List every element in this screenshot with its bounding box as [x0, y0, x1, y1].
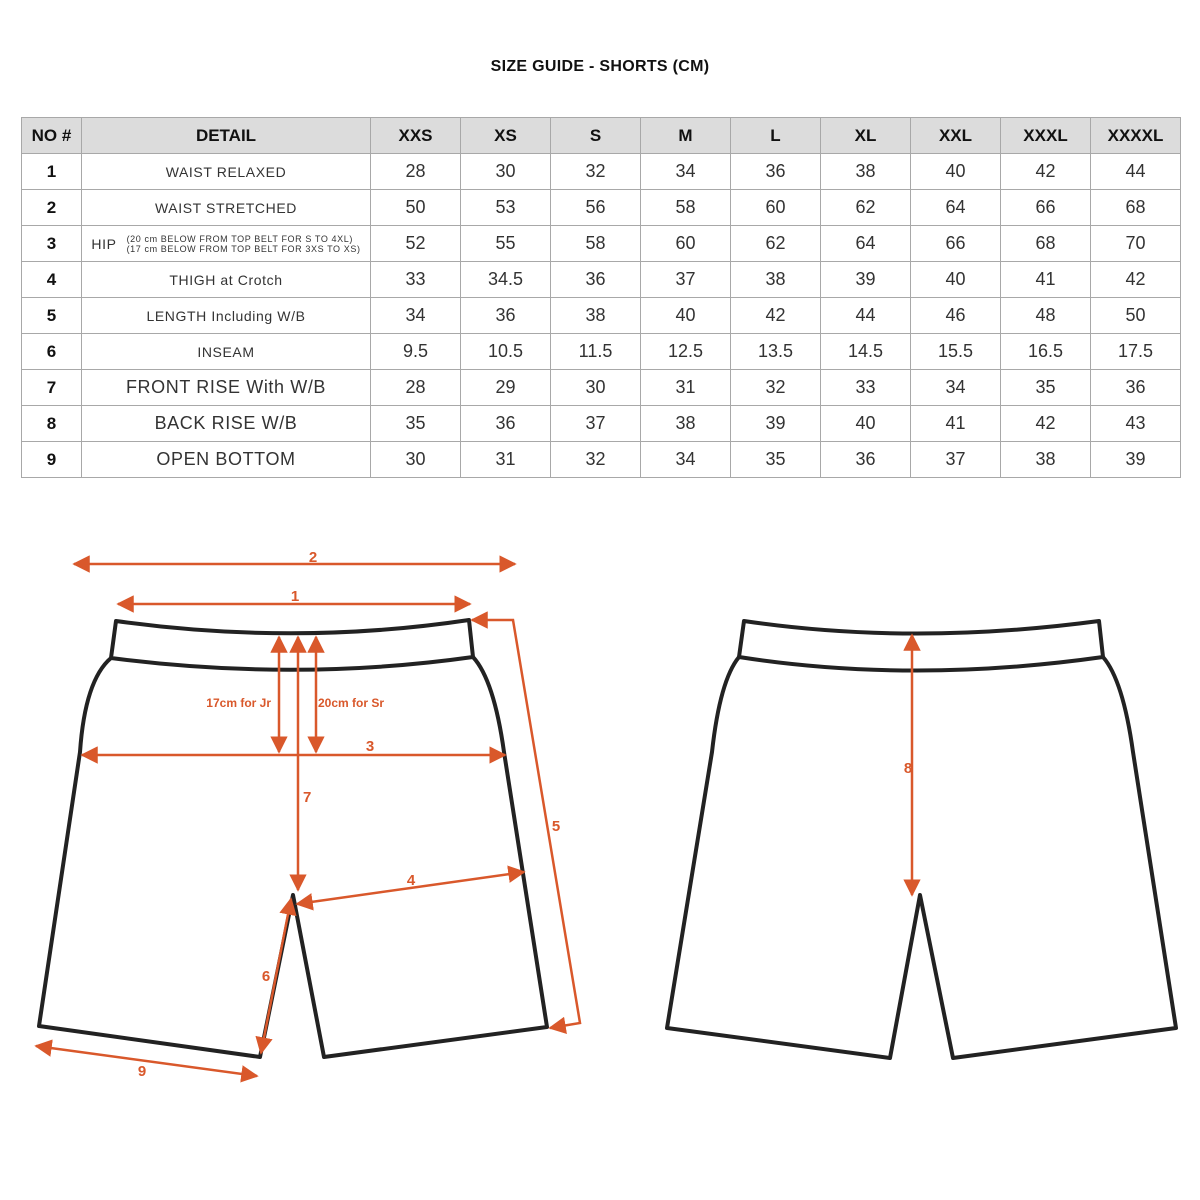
cell-value: 66: [1001, 190, 1091, 226]
cell-value: 38: [1001, 442, 1091, 478]
cell-value: 39: [731, 406, 821, 442]
cell-value: 34: [911, 370, 1001, 406]
label-9: 9: [137, 1063, 147, 1080]
label-2: 2: [308, 549, 318, 566]
cell-value: 33: [371, 262, 461, 298]
cell-value: 15.5: [911, 334, 1001, 370]
front-waistband: [111, 620, 473, 670]
hip-label: HIP: [91, 235, 117, 252]
row-number: 4: [22, 262, 82, 298]
cell-value: 16.5: [1001, 334, 1091, 370]
cell-value: 35: [1001, 370, 1091, 406]
cell-value: 14.5: [821, 334, 911, 370]
cell-value: 60: [731, 190, 821, 226]
cell-value: 41: [911, 406, 1001, 442]
header-no: NO #: [22, 118, 82, 154]
cell-value: 56: [551, 190, 641, 226]
label-4: 4: [406, 872, 416, 889]
cell-value: 53: [461, 190, 551, 226]
cell-value: 42: [1001, 154, 1091, 190]
hip-note-junior: (17 cm BELOW FROM TOP BELT FOR 3XS TO XS): [126, 243, 361, 254]
cell-value: 35: [371, 406, 461, 442]
cell-value: 35: [731, 442, 821, 478]
cell-value: 55: [461, 226, 551, 262]
cell-value: 38: [641, 406, 731, 442]
cell-value: 70: [1091, 226, 1181, 262]
cell-value: 48: [1001, 298, 1091, 334]
cell-value: 12.5: [641, 334, 731, 370]
row-detail: THIGH at Crotch: [82, 262, 371, 298]
row-detail: LENGTH Including W/B: [82, 298, 371, 334]
header-size: XS: [461, 118, 551, 154]
cell-value: 62: [731, 226, 821, 262]
label-1: 1: [290, 588, 300, 605]
cell-value: 28: [371, 154, 461, 190]
cell-value: 42: [731, 298, 821, 334]
cell-value: 46: [911, 298, 1001, 334]
cell-value: 34: [371, 298, 461, 334]
label-7: 7: [303, 789, 312, 806]
back-shorts: [667, 621, 1176, 1058]
cell-value: 58: [551, 226, 641, 262]
header-size: S: [551, 118, 641, 154]
cell-value: 43: [1091, 406, 1181, 442]
cell-value: 44: [821, 298, 911, 334]
cell-value: 42: [1091, 262, 1181, 298]
page-title: SIZE GUIDE - SHORTS (CM): [490, 58, 710, 75]
cell-value: 29: [461, 370, 551, 406]
header-detail: DETAIL: [82, 118, 371, 154]
row-detail: FRONT RISE With W/B: [82, 370, 371, 406]
cell-value: 66: [911, 226, 1001, 262]
cell-value: 62: [821, 190, 911, 226]
cell-value: 31: [641, 370, 731, 406]
cell-value: 34.5: [461, 262, 551, 298]
cell-value: 41: [1001, 262, 1091, 298]
cell-value: 36: [461, 406, 551, 442]
cell-value: 40: [641, 298, 731, 334]
cell-value: 10.5: [461, 334, 551, 370]
cell-value: 50: [371, 190, 461, 226]
cell-value: 64: [911, 190, 1001, 226]
cell-value: 28: [371, 370, 461, 406]
header-size: XXXL: [1001, 118, 1091, 154]
row-number: 9: [22, 442, 82, 478]
cell-value: 36: [461, 298, 551, 334]
row-detail: WAIST RELAXED: [82, 154, 371, 190]
cell-value: 42: [1001, 406, 1091, 442]
header-size: XL: [821, 118, 911, 154]
cell-value: 30: [551, 370, 641, 406]
header-size: L: [731, 118, 821, 154]
cell-value: 40: [821, 406, 911, 442]
cell-value: 11.5: [551, 334, 641, 370]
cell-value: 36: [551, 262, 641, 298]
row-detail: BACK RISE W/B: [82, 406, 371, 442]
row-detail: WAIST STRETCHED: [82, 190, 371, 226]
cell-value: 36: [731, 154, 821, 190]
cell-value: 32: [551, 442, 641, 478]
cell-value: 13.5: [731, 334, 821, 370]
row-detail: INSEAM: [82, 334, 371, 370]
row-number: 7: [22, 370, 82, 406]
header-size: XXXXL: [1091, 118, 1181, 154]
cell-value: 32: [551, 154, 641, 190]
cell-value: 64: [821, 226, 911, 262]
cell-value: 37: [641, 262, 731, 298]
hip-note-senior: (20 cm BELOW FROM TOP BELT FOR S TO 4XL): [126, 233, 353, 244]
cell-value: 39: [821, 262, 911, 298]
cell-value: 36: [821, 442, 911, 478]
cell-value: 31: [461, 442, 551, 478]
header-size: M: [641, 118, 731, 154]
header-size: XXL: [911, 118, 1001, 154]
cell-value: 36: [1091, 370, 1181, 406]
cell-value: 40: [911, 154, 1001, 190]
front-body-outline: [39, 657, 547, 1057]
label-5: 5: [551, 818, 561, 835]
cell-value: 39: [1091, 442, 1181, 478]
cell-value: 37: [551, 406, 641, 442]
back-waistband: [739, 621, 1103, 671]
cell-value: 30: [461, 154, 551, 190]
cell-value: 38: [731, 262, 821, 298]
cell-value: 44: [1091, 154, 1181, 190]
cell-value: 68: [1001, 226, 1091, 262]
header-size: XXS: [371, 118, 461, 154]
cell-value: 40: [911, 262, 1001, 298]
cell-value: 9.5: [371, 334, 461, 370]
label-3: 3: [365, 738, 375, 755]
cell-value: 52: [371, 226, 461, 262]
cell-value: 60: [641, 226, 731, 262]
note-jr: 17cm for Jr: [206, 696, 271, 710]
row-number: 8: [22, 406, 82, 442]
row-number: 5: [22, 298, 82, 334]
cell-value: 30: [371, 442, 461, 478]
cell-value: 34: [641, 154, 731, 190]
cell-value: 34: [641, 442, 731, 478]
cell-value: 38: [821, 154, 911, 190]
note-sr: 20cm for Sr: [318, 696, 385, 710]
row-number: 2: [22, 190, 82, 226]
cell-value: 33: [821, 370, 911, 406]
cell-value: 58: [641, 190, 731, 226]
row-number: 6: [22, 334, 82, 370]
cell-value: 32: [731, 370, 821, 406]
label-6: 6: [261, 968, 271, 985]
cell-value: 68: [1091, 190, 1181, 226]
front-shorts: [39, 620, 547, 1057]
cell-value: 37: [911, 442, 1001, 478]
row-detail: OPEN BOTTOM: [82, 442, 371, 478]
back-body-outline: [667, 657, 1176, 1058]
row-number: 3: [22, 226, 82, 262]
cell-value: 38: [551, 298, 641, 334]
cell-value: 50: [1091, 298, 1181, 334]
row-number: 1: [22, 154, 82, 190]
label-8: 8: [903, 760, 913, 777]
cell-value: 17.5: [1091, 334, 1181, 370]
